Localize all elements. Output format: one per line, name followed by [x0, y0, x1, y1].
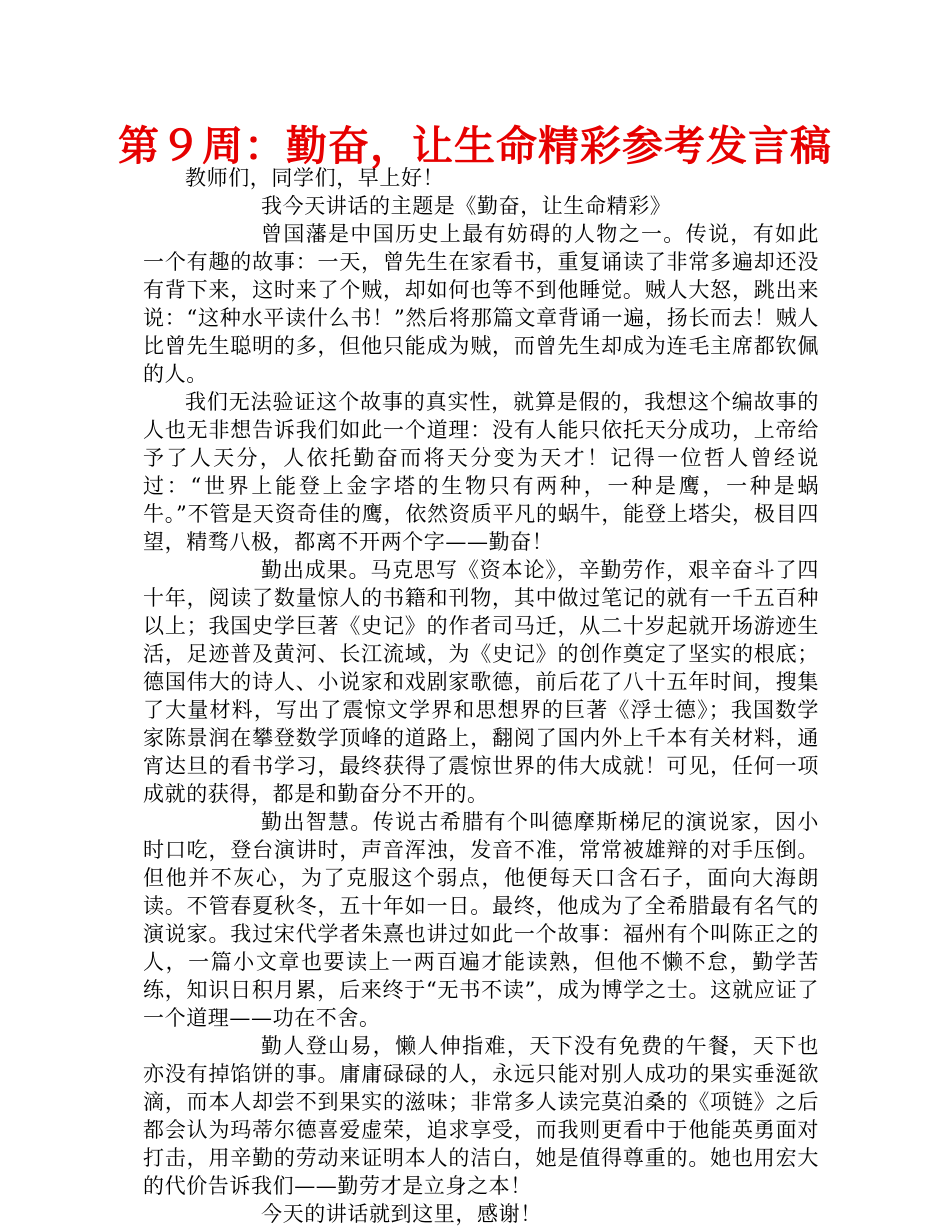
closing-line: 今天的讲话就到这里，感谢！: [261, 1202, 542, 1226]
document-title: 第９周：勤奋，让生命精彩参考发言稿: [118, 122, 832, 170]
speech-body: [143, 164, 819, 1228]
paragraph-diligence-results: 勤出成果。马克思写《资本论》，辛勤劳作，艰辛奋斗了四十年，阅读了数量惊人的书籍和刊物，其中做过笔记的就有一千五百种以上；我国史学巨著《史记》的作者司马迁，从二十岁起就开场游迹生活，足迹普及黄河、长江流域，为《史记》的创作奠定了坚实的根底；德国伟大的诗人、小说家和戏剧家歌德，前后花了八十五年时间，搜集了大量材料，写出了震惊文学界和思想界的巨著《浮士德》；我国数学家陈景润在攀登数学顶峰的道路上，翻阅了国内外上千本有关材料，通宵达旦的看书学习，最终获得了震惊世界的伟大成就！可见，任何一项成就的获得，都是和勤奋分不开的。: [143, 558, 819, 806]
greeting-line: 教师们，同学们，早上好！: [185, 166, 445, 190]
paragraph-zeng-guofan: 曾国藩是中国历史上最有妨碍的人物之一。传说，有如此一个有趣的故事：一天，曾先生在家看书，重复诵读了非常多遍却还没有背下来，这时来了个贼，却如何也等不到他睡觉。贼人大怒，跳出来说：“这种水平读什么书！”然后将那篇文章背诵一遍，扬长而去！贼人比曾先生聪明的多，但他只能成为贼，而曾先生却成为连毛主席都钦佩的人。: [143, 222, 819, 386]
topic-line: 我今天讲话的主题是《勤奋，让生命精彩》: [261, 194, 672, 218]
paragraph-diligence-lesson: 我们无法验证这个故事的真实性，就算是假的，我想这个编故事的人也无非想告诉我们如此一个道理：没有人能只依托天分成功，上帝给予了人天分，人依托勤奋而将天分变为天才！记得一位哲人曾经说过：“世界上能登上金字塔的生物只有两种，一种是鹰，一种是蜗牛。”不管是天资奇佳的鹰，依然资质平凡的蜗牛，能登上塔尖，极目四望，精骛八极，都离不开两个字——勤奋！: [143, 390, 819, 554]
paragraph-diligence-wisdom: 勤出智慧。传说古希腊有个叫德摩斯梯尼的演说家，因小时口吃，登台演讲时，声音浑浊，发音不准，常常被雄辩的对手压倒。但他并不灰心，为了克服这个弱点，他便每天口含石子，面向大海朗读。不管春夏秋冬，五十年如一日。最终，他成为了全希腊最有名气的演说家。我过宋代学者朱熹也讲过如此一个故事：福州有个叫陈正之的人，一篇小文章也要读上一两百遍才能读熟，但他不懒不怠，勤学苦练，知识日积月累，后来终于“无书不读”，成为博学之士。这就应证了一个道理——功在不舍。: [143, 810, 819, 1030]
paragraph-diligent-people: 勤人登山易，懒人伸指难，天下没有免费的午餐，天下也亦没有掉馅饼的事。庸庸碌碌的人，永远只能对别人成功的果实垂涎欲滴，而本人却尝不到果实的滋味；非常多人读完莫泊桑的《项链》之后都会认为玛蒂尔德喜爱虚荣，追求享受，而我则更看中于他能英勇面对打击，用辛勤的劳动来证明本人的洁白，她是值得尊重的。她也用宏大的代价告诉我们——勤劳才是立身之本！: [143, 1034, 819, 1198]
